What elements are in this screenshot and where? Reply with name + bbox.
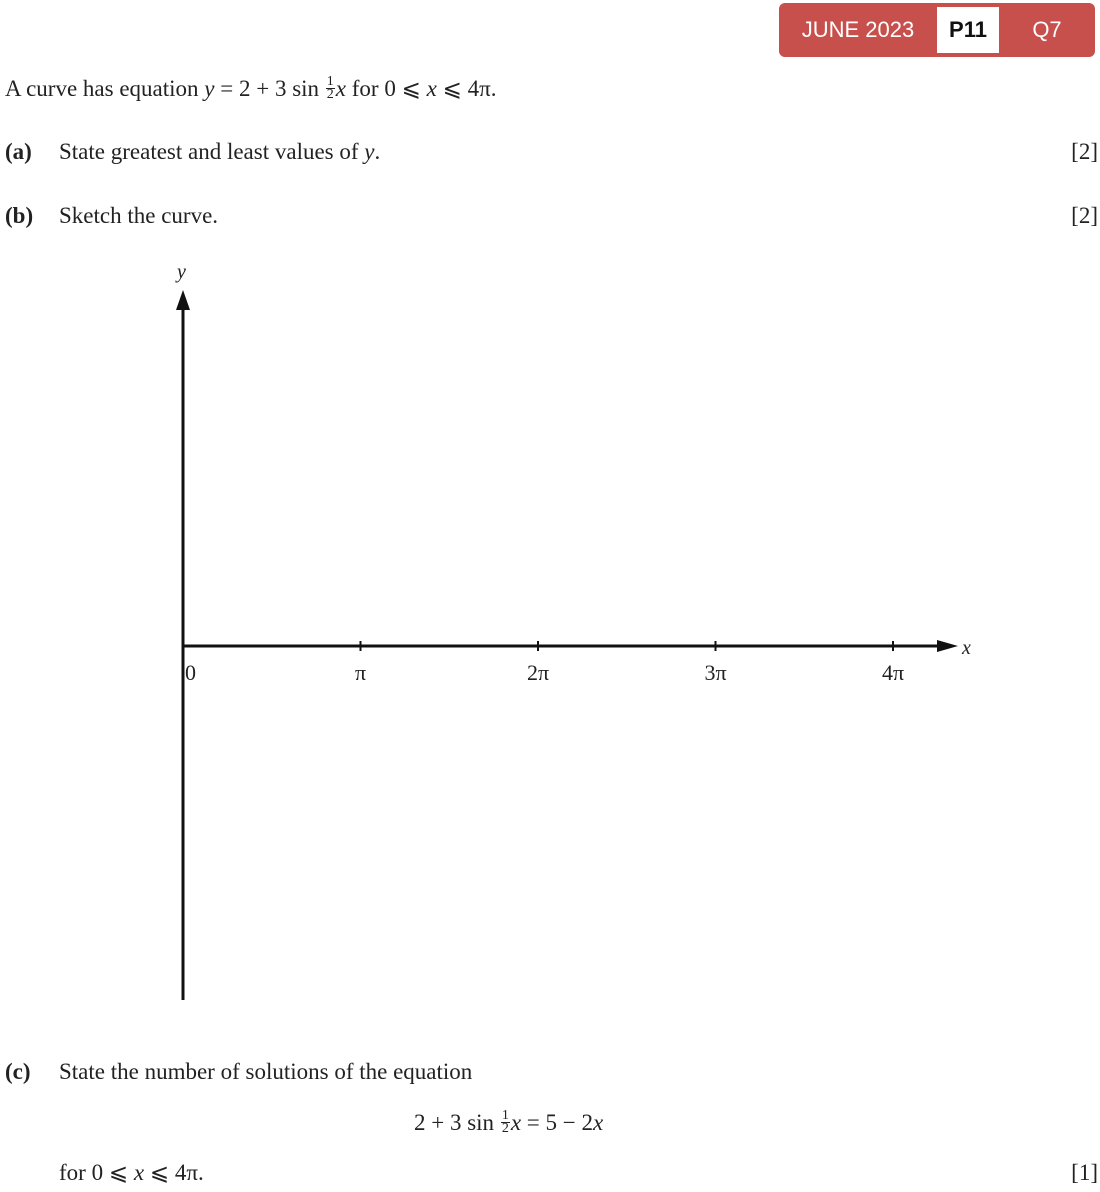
part-a-text: State greatest and least values of y. (59, 139, 381, 164)
x-axis-label: x (962, 637, 971, 659)
part-c-label: (c) (5, 1059, 31, 1084)
question-number: Q7 (1032, 17, 1062, 42)
y-axis-label: y (177, 261, 186, 283)
part-c-equation: 2 + 3 sin $\frac{1}{2}$ x = 5 − 2x (414, 1108, 604, 1137)
origin-label: 0 (185, 660, 196, 685)
paper-code: P11 (937, 7, 999, 53)
x-ticks (355, 641, 904, 685)
half-fraction: $\frac{1}{2}$ (326, 74, 334, 103)
part-b-marks: [2] (1071, 203, 1098, 228)
x-tick-label: π (354, 660, 367, 685)
part-a-marks: [2] (1071, 139, 1098, 164)
part-c-domain: for 0 ⩽ x ⩽ 4π. (59, 1160, 204, 1185)
part-b-label: (b) (5, 203, 34, 228)
part-c-text: State the number of solutions of the equation (59, 1059, 473, 1084)
x-tick-label: 2π (526, 660, 550, 685)
x-tick-label: 3π (704, 660, 727, 685)
part-a-label: (a) (5, 139, 32, 164)
question-intro: A curve has equation y = 2 + 3 sin $\frac{1}{2}$ x for 0 ⩽ x ⩽ 4π. (5, 74, 497, 103)
part-c-marks: [1] (1071, 1160, 1098, 1185)
exam-date: JUNE 2023 (801, 17, 915, 42)
x-axis-arrow-icon (937, 640, 958, 652)
x-tick-label: 4π (881, 660, 905, 685)
half-fraction: $\frac{1}{2}$ (501, 1108, 509, 1137)
y-axis-arrow-icon (176, 290, 190, 310)
part-b-text: Sketch the curve. (59, 203, 219, 228)
